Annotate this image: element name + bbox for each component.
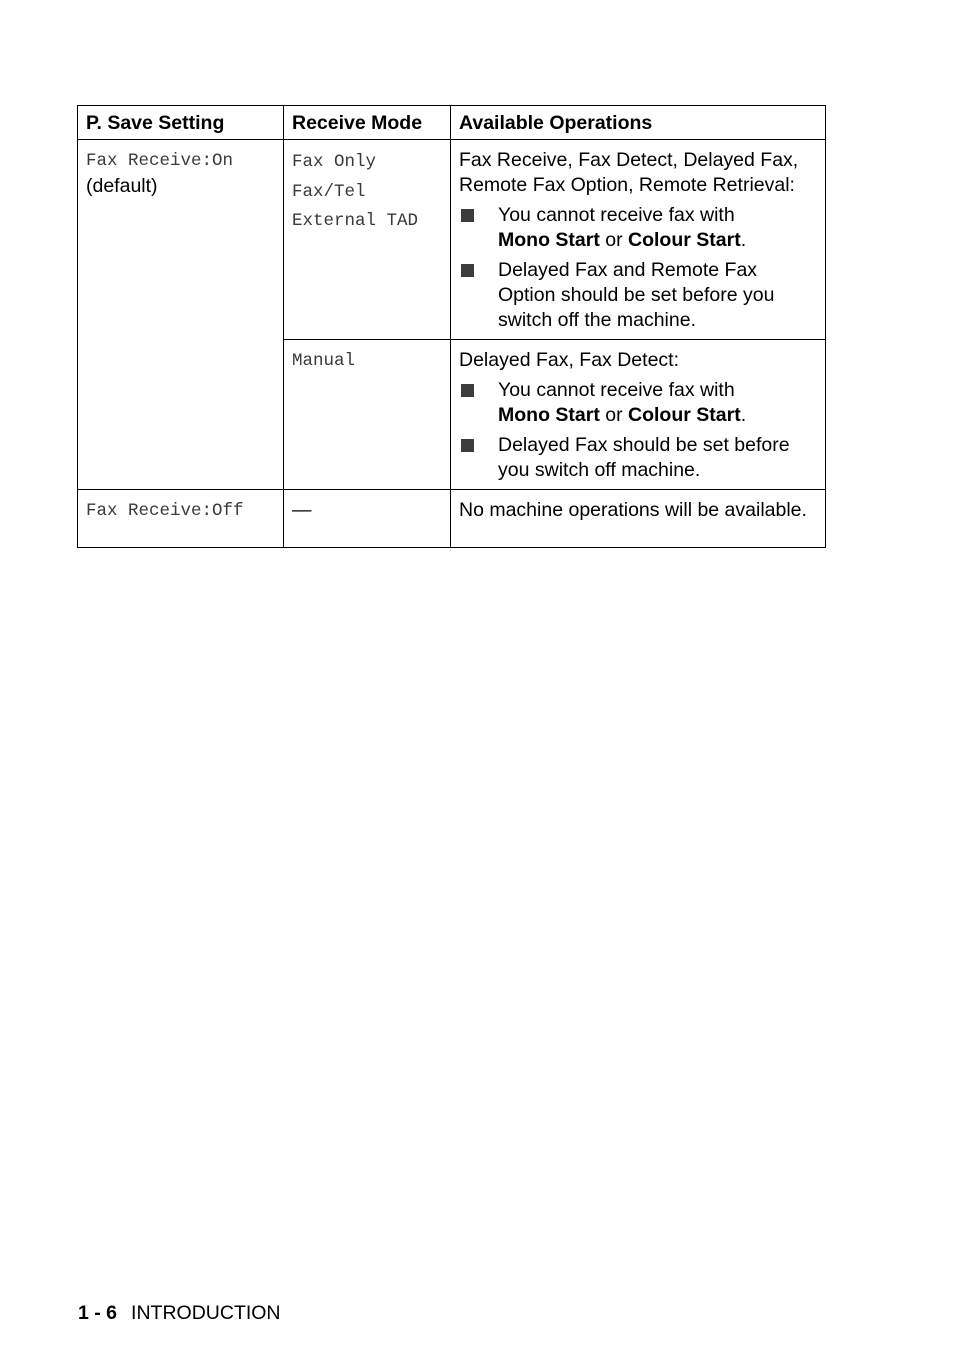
setting-cell-off — [78, 490, 284, 548]
list-item — [459, 258, 817, 333]
setting-code: Fax Receive:On — [86, 151, 234, 171]
colour-start-key-label: Colour Start — [628, 229, 741, 251]
setting-note: (default) — [86, 175, 158, 197]
table-row — [78, 140, 826, 340]
setting-cell-on — [78, 140, 284, 490]
operations-cell — [451, 340, 826, 490]
receive-mode-cell — [284, 490, 451, 548]
table-header-row — [78, 106, 826, 140]
receive-mode-item: Fax/Tel — [292, 181, 366, 202]
operations-cell — [451, 140, 826, 340]
square-bullet-icon — [461, 439, 474, 452]
mono-start-key-label: Mono Start — [498, 404, 600, 426]
receive-mode-item: Manual — [292, 351, 356, 371]
bullet-text-connector: or — [599, 404, 629, 426]
square-bullet-icon — [461, 209, 474, 222]
receive-settings-table — [77, 105, 826, 548]
bullet-text-connector: or — [599, 229, 629, 251]
operations-bullet-list — [459, 378, 817, 483]
operations-intro: Fax Receive, Fax Detect, Delayed Fax, Remote Fax Option, Remote Retrieval: — [459, 149, 799, 196]
bullet-text-period: . — [740, 404, 747, 426]
operations-bullet-list — [459, 203, 817, 333]
receive-mode-item: External TAD — [292, 211, 419, 231]
mono-start-key-label: Mono Start — [498, 229, 600, 251]
header-available-operations: Available Operations — [451, 106, 826, 140]
bullet-text: Delayed Fax and Remote Fax Option should be set before you switch off the machine. — [498, 259, 775, 331]
section-title: INTRODUCTION — [131, 1302, 281, 1324]
receive-mode-dash: — — [292, 499, 312, 521]
header-receive-mode: Receive Mode — [284, 106, 451, 140]
receive-mode-item: Fax Only — [292, 152, 377, 172]
colour-start-key-label: Colour Start — [628, 404, 741, 426]
setting-code: Fax Receive:Off — [86, 501, 244, 521]
square-bullet-icon — [461, 264, 474, 277]
bullet-text: You cannot receive fax with — [498, 204, 735, 226]
bullet-text: Delayed Fax should be set before you switch off machine. — [498, 434, 790, 481]
operations-intro: Delayed Fax, Fax Detect: — [459, 349, 680, 371]
table-row — [78, 490, 826, 548]
page-footer — [78, 1300, 281, 1326]
receive-mode-cell — [284, 340, 451, 490]
operations-text: No machine operations will be available. — [459, 499, 807, 521]
list-item — [459, 378, 817, 428]
page-number: 1 - 6 — [78, 1302, 118, 1324]
bullet-text-period: . — [740, 229, 747, 251]
list-item — [459, 203, 817, 253]
header-p-save-setting: P. Save Setting — [78, 106, 284, 140]
operations-cell — [451, 490, 826, 548]
list-item — [459, 433, 817, 483]
bullet-text: You cannot receive fax with — [498, 379, 735, 401]
square-bullet-icon — [461, 384, 474, 397]
receive-mode-cell — [284, 140, 451, 340]
